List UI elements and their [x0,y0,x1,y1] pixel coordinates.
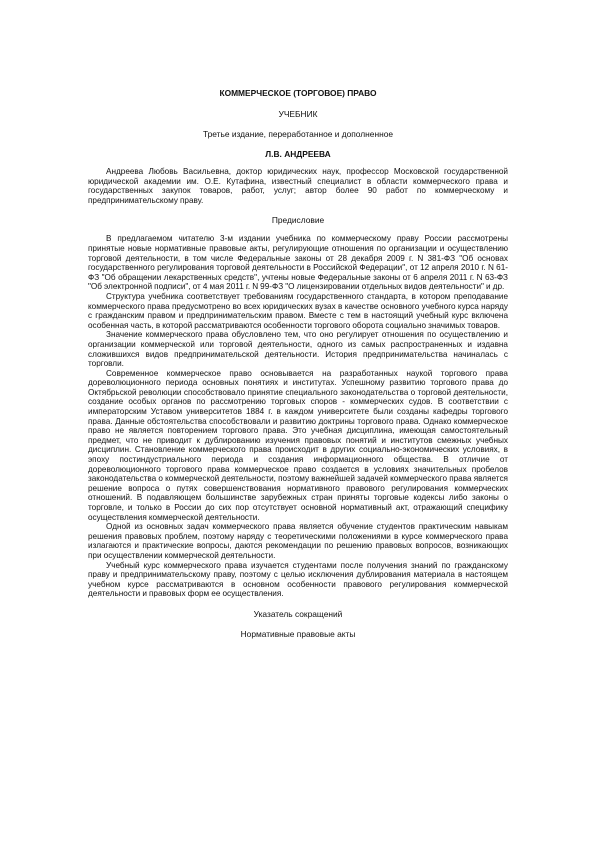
book-title: КОММЕРЧЕСКОЕ (ТОРГОВОЕ) ПРАВО [219,88,377,98]
preface-paragraph-4: Современное коммерческое право основывается на разработанных наукой торгового права дореволюционного периода основных понятиях и институтах. Успешному развитию торгового права до Октябрьской революции способствовало принятие специального законодательства о торговой деятельности, создание особых органов по рассмотрению торговых споров - коммерческих судов. В соответствии с императорским Уставом университетов 1884 г. в каждом университете были созданы кафедры торгового права. Данные обстоятельства способствовали и развитию доктрины торгового права. Однако коммерческое право не является повторением торгового права. Это учебная дисциплина, имеющая самостоятельный предмет, что не приводит к дублированию изучения правовых понятий и институтов смежных учебных дисциплин. Становление коммерческого права происходит в других социально-экономических условиях, в эпоху постиндустриального периода и создания информационного общества. В отличие от дореволюционного торгового права коммерческое право создается в условиях значительных пробелов законодательства о коммерческой деятельности, поэтому важнейшей задачей коммерческого права является решение вопроса о путях совершенствования нормативного правового регулирования коммерческих отношений. В подавляющем большинстве зарубежных стран приняты торговые кодексы либо законы о торговле, и только в России до сих пор отсутствует основной нормативный акт, отражающий специфику осуществления коммерческой деятельности. [88,368,508,522]
preface-paragraph-1: В предлагаемом читателю 3-м издании учебника по коммерческому праву России рассмотрены принятые новые нормативные правовые акты, регулирующие отношения по организации и осуществлению торговой деятельности, в том числе Федеральные законы от 28 декабря 2009 г. N 381-ФЗ "Об основах государственного регулирования торговой деятельности в Российской Федерации", от 12 апреля 2010 г. N 61-ФЗ "Об обращении лекарственных средств", учтены новые Федеральные законы от 6 апреля 2011 г. N 63-ФЗ "Об электронной подписи", от 4 мая 2011 г. N 99-ФЗ "О лицензировании отдельных видов деятельности" и др. [88,234,508,292]
edition-note: Третье издание, переработанное и дополненное [202,129,394,139]
author-bio: Андреева Любовь Васильевна, доктор юридических наук, профессор Московской государственной юридической академии им. О.Е. Кутафина, известный специалист в области коммерческого права и государственных закупок товаров, работ, услуг; автор более 90 работ по коммерческому и предпринимательскому праву. [88,167,508,205]
preface-paragraph-5: Одной из основных задач коммерческого права является обучение студентов практическим навыкам решения правовых проблем, поэтому наряду с теоретическими положениями в курсе коммерческого права излагаются и практические вопросы, даются рекомендации по решению правовых вопросов, возникающих при осуществлении коммерческой деятельности. [88,522,508,560]
preface-paragraph-6: Учебный курс коммерческого права изучается студентами после получения знаний по гражданскому праву и предпринимательскому праву, поэтому с целью исключения дублирования материала в настоящем учебном курсе рассматриваются в основном особенности правового регулирования коммерческой деятельности и правовых форм ее осуществления. [88,560,508,599]
normative-acts-heading: Нормативные правовые акты [240,628,356,639]
section-list [88,609,508,640]
preface-paragraph-3: Значение коммерческого права обусловлено тем, что оно регулирует отношения по осуществлению и организации коммерческой или торговой деятельности, одного из самых распространенных и издавна сложившихся видов предпринимательской деятельности. История предпринимательства начиналась с торговли. [88,330,508,369]
book-subtitle: УЧЕБНИК [278,109,318,119]
document-page [88,88,508,640]
author-name: Л.В. АНДРЕЕВА [265,149,331,159]
preface-heading: Предисловие [271,215,325,226]
preface-paragraph-2: Структура учебника соответствует требованиям государственного стандарта, в котором преподавание коммерческого права предусмотрено во всех юридических вузах в качестве основного учебного курса наряду с гражданским правом и предпринимательским правом. Вместе с тем в настоящий учебный курс включена особенная часть, в которой рассматриваются особенности торгового оборота социально значимых товаров. [88,291,508,330]
abbreviations-heading: Указатель сокращений [253,608,343,619]
